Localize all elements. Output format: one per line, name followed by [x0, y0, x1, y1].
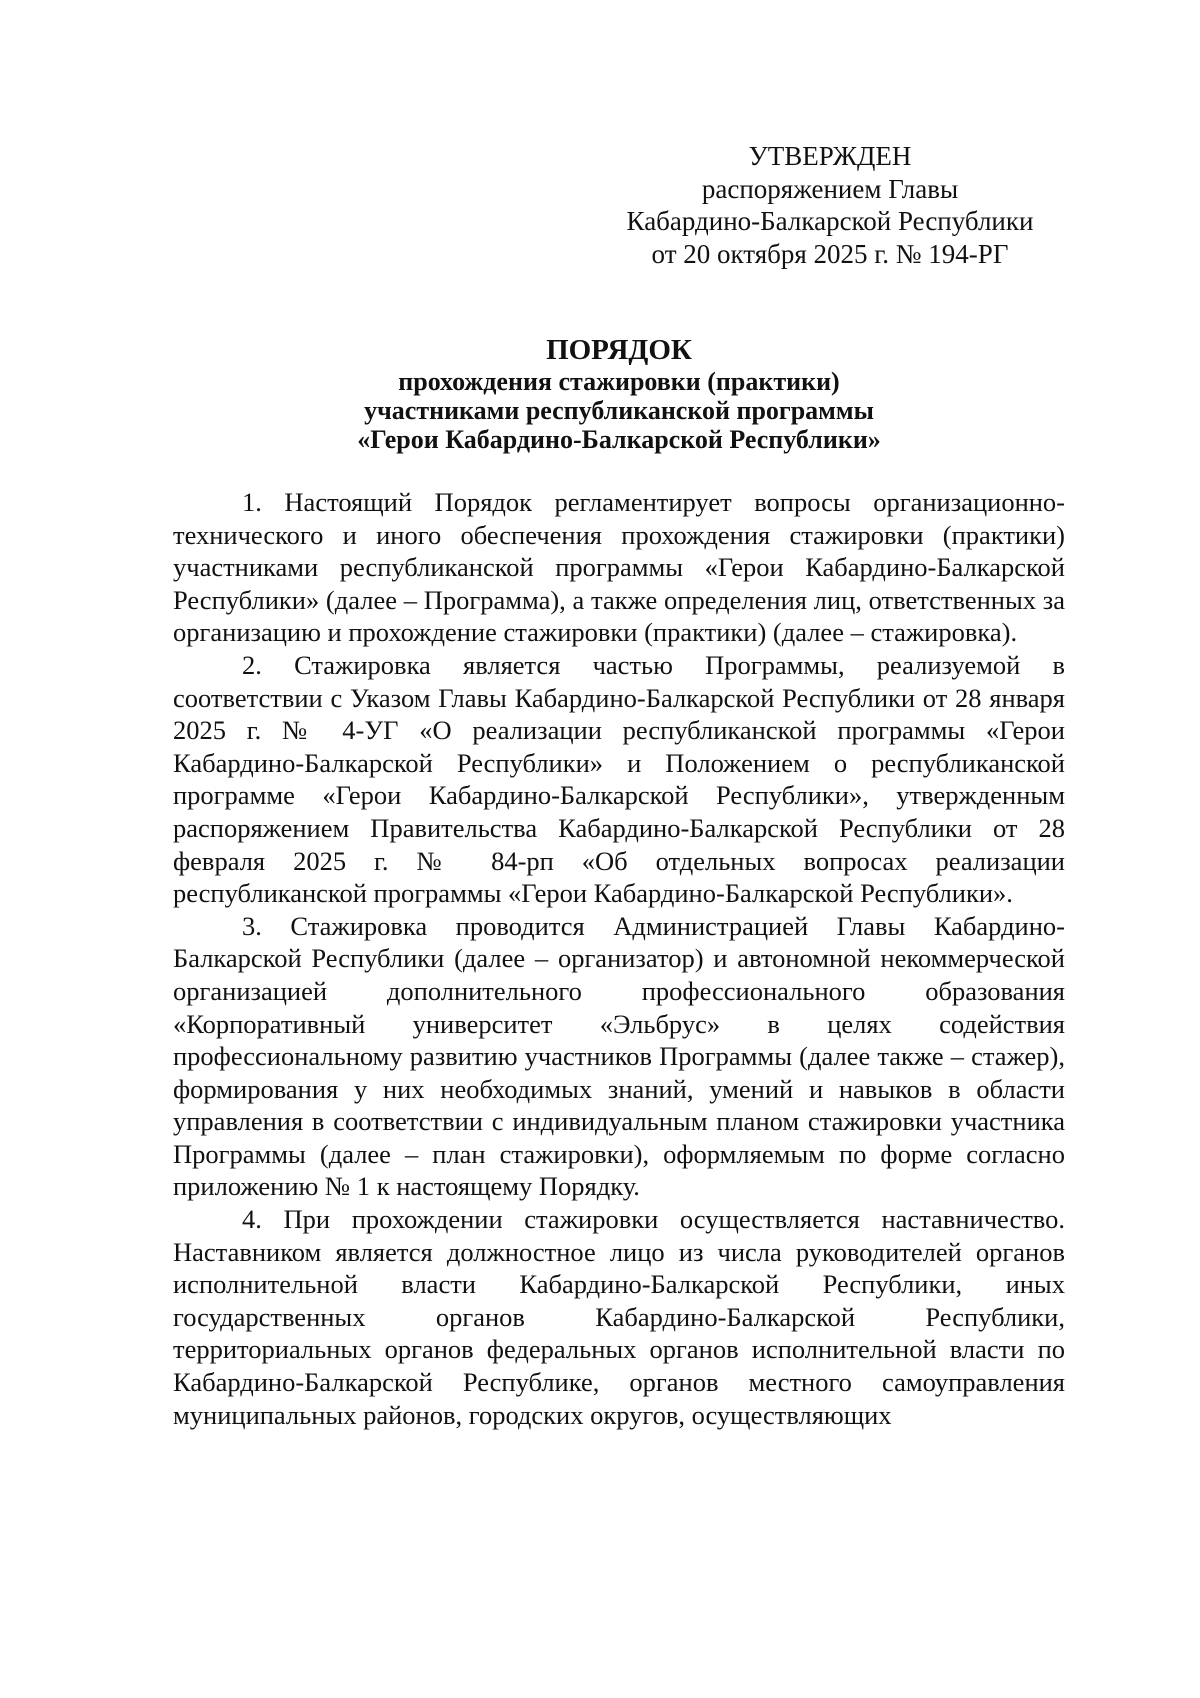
document-subtitle-line-3: «Герои Кабардино-Балкарской Республики» — [357, 425, 881, 454]
paragraph-1 — [173, 486, 1065, 649]
paragraph-text: При прохождении стажировки осуществляется наставничество. Наставником является должностное лицо из числа руководителей органов исполнительной власти Кабардино-Балкарской Республики, иных государственных органов Кабардино-Балкарской Республики, территориальных органов федеральных органов исполнительной власти по Кабардино-Балкарской Республике, органов местного самоуправления муниципальных районов, городских округов, осуществляющих — [173, 1204, 1065, 1430]
document-title-block — [173, 333, 1065, 454]
approval-stamp-block — [600, 140, 1060, 270]
approval-heading: УТВЕРЖДЕН — [748, 141, 912, 171]
approval-line-republic: Кабардино-Балкарской Республики — [626, 206, 1034, 236]
document-subtitle-line-1: прохождения стажировки (практики) — [398, 367, 840, 396]
paragraph-text: Настоящий Порядок регламентирует вопросы организационно-технического и иного обеспечения прохождения стажировки (практики) участниками республиканской программы «Герои Кабардино-Балкарской Республики» (далее – Программа), а также определения лиц, ответственных за организацию и прохождение стажировки (практики) (далее – стажировка). — [173, 487, 1066, 648]
paragraph-2 — [173, 649, 1065, 910]
paragraph-4 — [173, 1203, 1065, 1431]
paragraph-3 — [173, 910, 1065, 1203]
paragraph-text: Стажировка является частью Программы, реализуемой в соответствии с Указом Главы Кабардино-Балкарской Республики от 28 января 2025 г. № 4-УГ «О реализации республиканской программы «Герои Кабардино-Балкарской Республики» и Положением о республиканской программе «Герои Кабардино-Балкарской Республики», утвержденным распоряжением Правительства Кабардино-Балкарской Республики от 28 февраля 2025 г. № 84-рп «Об отдельных вопросах реализации республиканской программы «Герои Кабардино-Балкарской Республики». — [173, 649, 1065, 909]
document-title: ПОРЯДОК — [546, 334, 692, 366]
approval-line-order: распоряжением Главы — [701, 173, 959, 204]
approval-line-date-number: от 20 октября 2025 г. № 194-РГ — [651, 238, 1009, 269]
paragraph-number: 4. — [242, 1204, 262, 1235]
paragraph-number: 2. — [242, 649, 262, 680]
paragraph-number: 3. — [242, 910, 262, 941]
document-subtitle-line-2: участниками республиканской программы — [364, 396, 874, 425]
document-body — [173, 486, 1065, 1431]
paragraph-text: Стажировка проводится Администрацией Главы Кабардино-Балкарской Республики (далее – организатор) и автономной некоммерческой организацией дополнительного профессионального образования «Корпоративный университет «Эльбрус» в целях содействия профессиональному развитию участников Программы (далее также – стажер), формирования у них необходимых знаний, умений и навыков в области управления в соответствии с индивидуальным планом стажировки участника Программы (далее – план стажировки), оформляемым по форме согласно приложению № 1 к настоящему Порядку. — [173, 910, 1065, 1202]
paragraph-number: 1. — [242, 487, 262, 517]
